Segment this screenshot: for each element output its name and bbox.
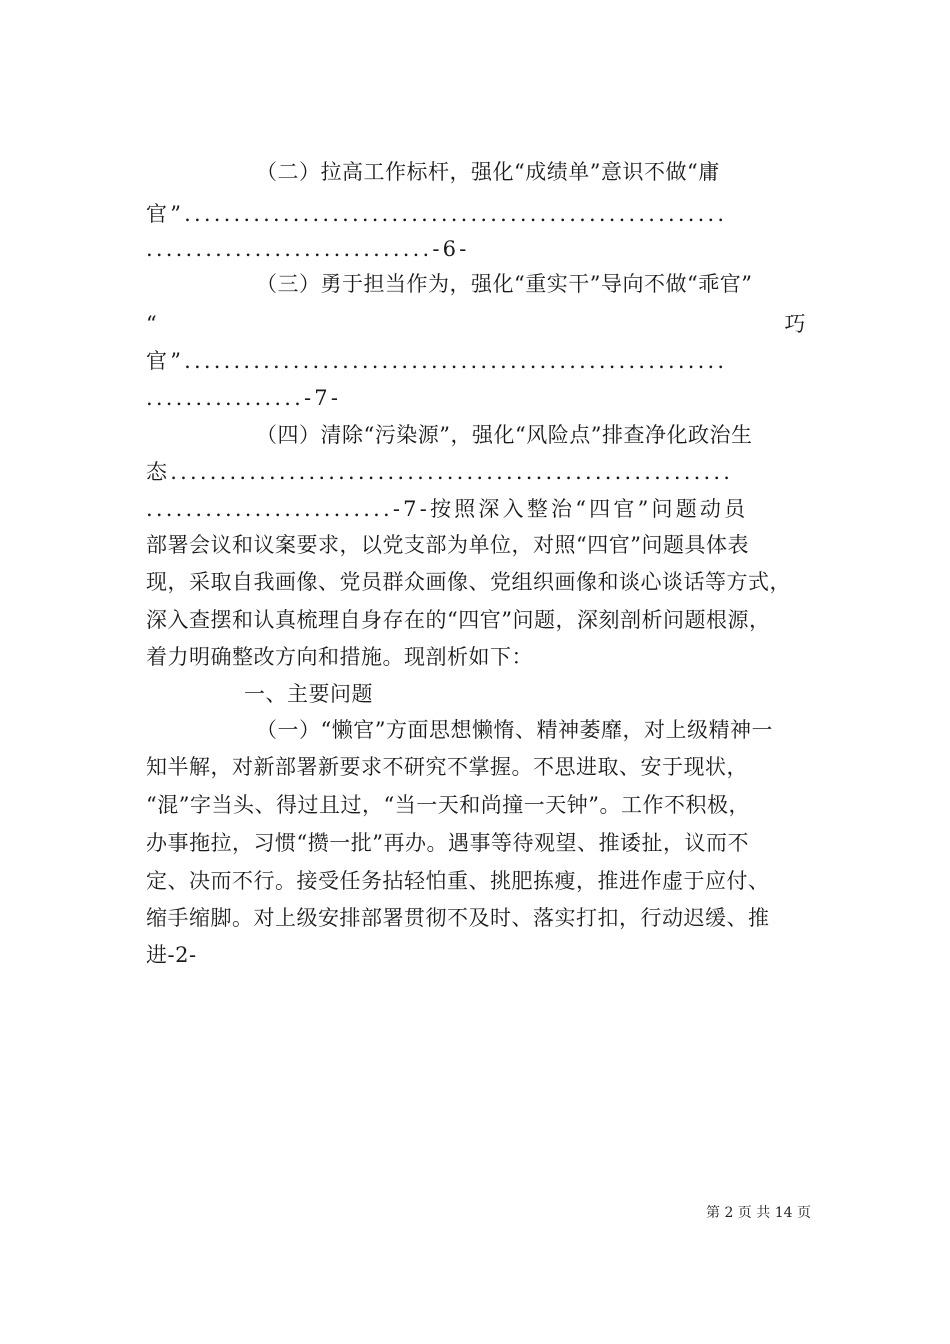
toc-item-4-leader: 态......................................................... — [146, 460, 734, 484]
body-para1-line4: 着力明确整改方向和措施。现剖析如下： — [146, 645, 533, 669]
body-para1-line1: 部署会议和议案要求，以党支部为单位，对照“四官”问题具体表 — [146, 533, 749, 557]
body-para2-line2: 知半解，对新部署新要求不研究不掌握。不思进取、安于现状， — [146, 755, 748, 779]
body-para2-line3: “混”字当头、得过且过，“当一天和尚撞一天钟”。工作不积极， — [146, 793, 750, 817]
page-number-footer: 第 2 页 共 14 页 — [706, 1205, 811, 1221]
body-para1-line3: 深入查摆和认真梳理自身存在的“四官”问题，深刻剖析问题根源， — [146, 608, 771, 632]
toc-item-3-qiao: 巧 — [784, 312, 806, 336]
toc-item-4-title: （四）清除“污染源”，强化“风险点”排查净化政治生 — [256, 423, 753, 447]
toc-item-3-leader: 官”....................................................... — [146, 349, 728, 373]
toc-item-3-page: ................-7- — [146, 386, 342, 410]
body-para2-line1: （一）“懒官”方面思想懒惰、精神萎靡，对上级精神一 — [256, 718, 773, 742]
toc-item-3-wrap — [146, 307, 806, 341]
toc-item-2-leader: 官”....................................................... — [146, 202, 728, 226]
toc-item-2-page: .............................-6- — [146, 237, 470, 261]
body-para2-line7: 进-2- — [146, 943, 197, 967]
section-heading: 一、主要问题 — [244, 682, 373, 706]
body-para2-line5: 定、决而不行。接受任务拈轻怕重、挑肥拣瘦，推进作虚于应付、 — [146, 869, 770, 893]
body-para2-line4: 办事拖拉，习惯“攒一批”再办。遇事等待观望、推诿扯，议而不 — [146, 831, 749, 855]
body-para1-line2: 现，采取自我画像、党员群众画像、党组织画像和谈心谈话等方式， — [146, 570, 791, 594]
toc-item-3-quote: “ — [146, 312, 158, 336]
body-para2-line6: 缩手缩脚。对上级安排部署贯彻不及时、落实打扣，行动迟缓、推 — [146, 906, 770, 930]
toc-item-3-title: （三）勇于担当作为，强化“重实干”导向不做“乖官” — [256, 272, 753, 296]
toc-item-4-page: .........................-7-按照深入整治“四官”问题动员 — [146, 497, 749, 521]
toc-item-2-title: （二）拉高工作标杆，强化“成绩单”意识不做“庸 — [256, 160, 720, 184]
